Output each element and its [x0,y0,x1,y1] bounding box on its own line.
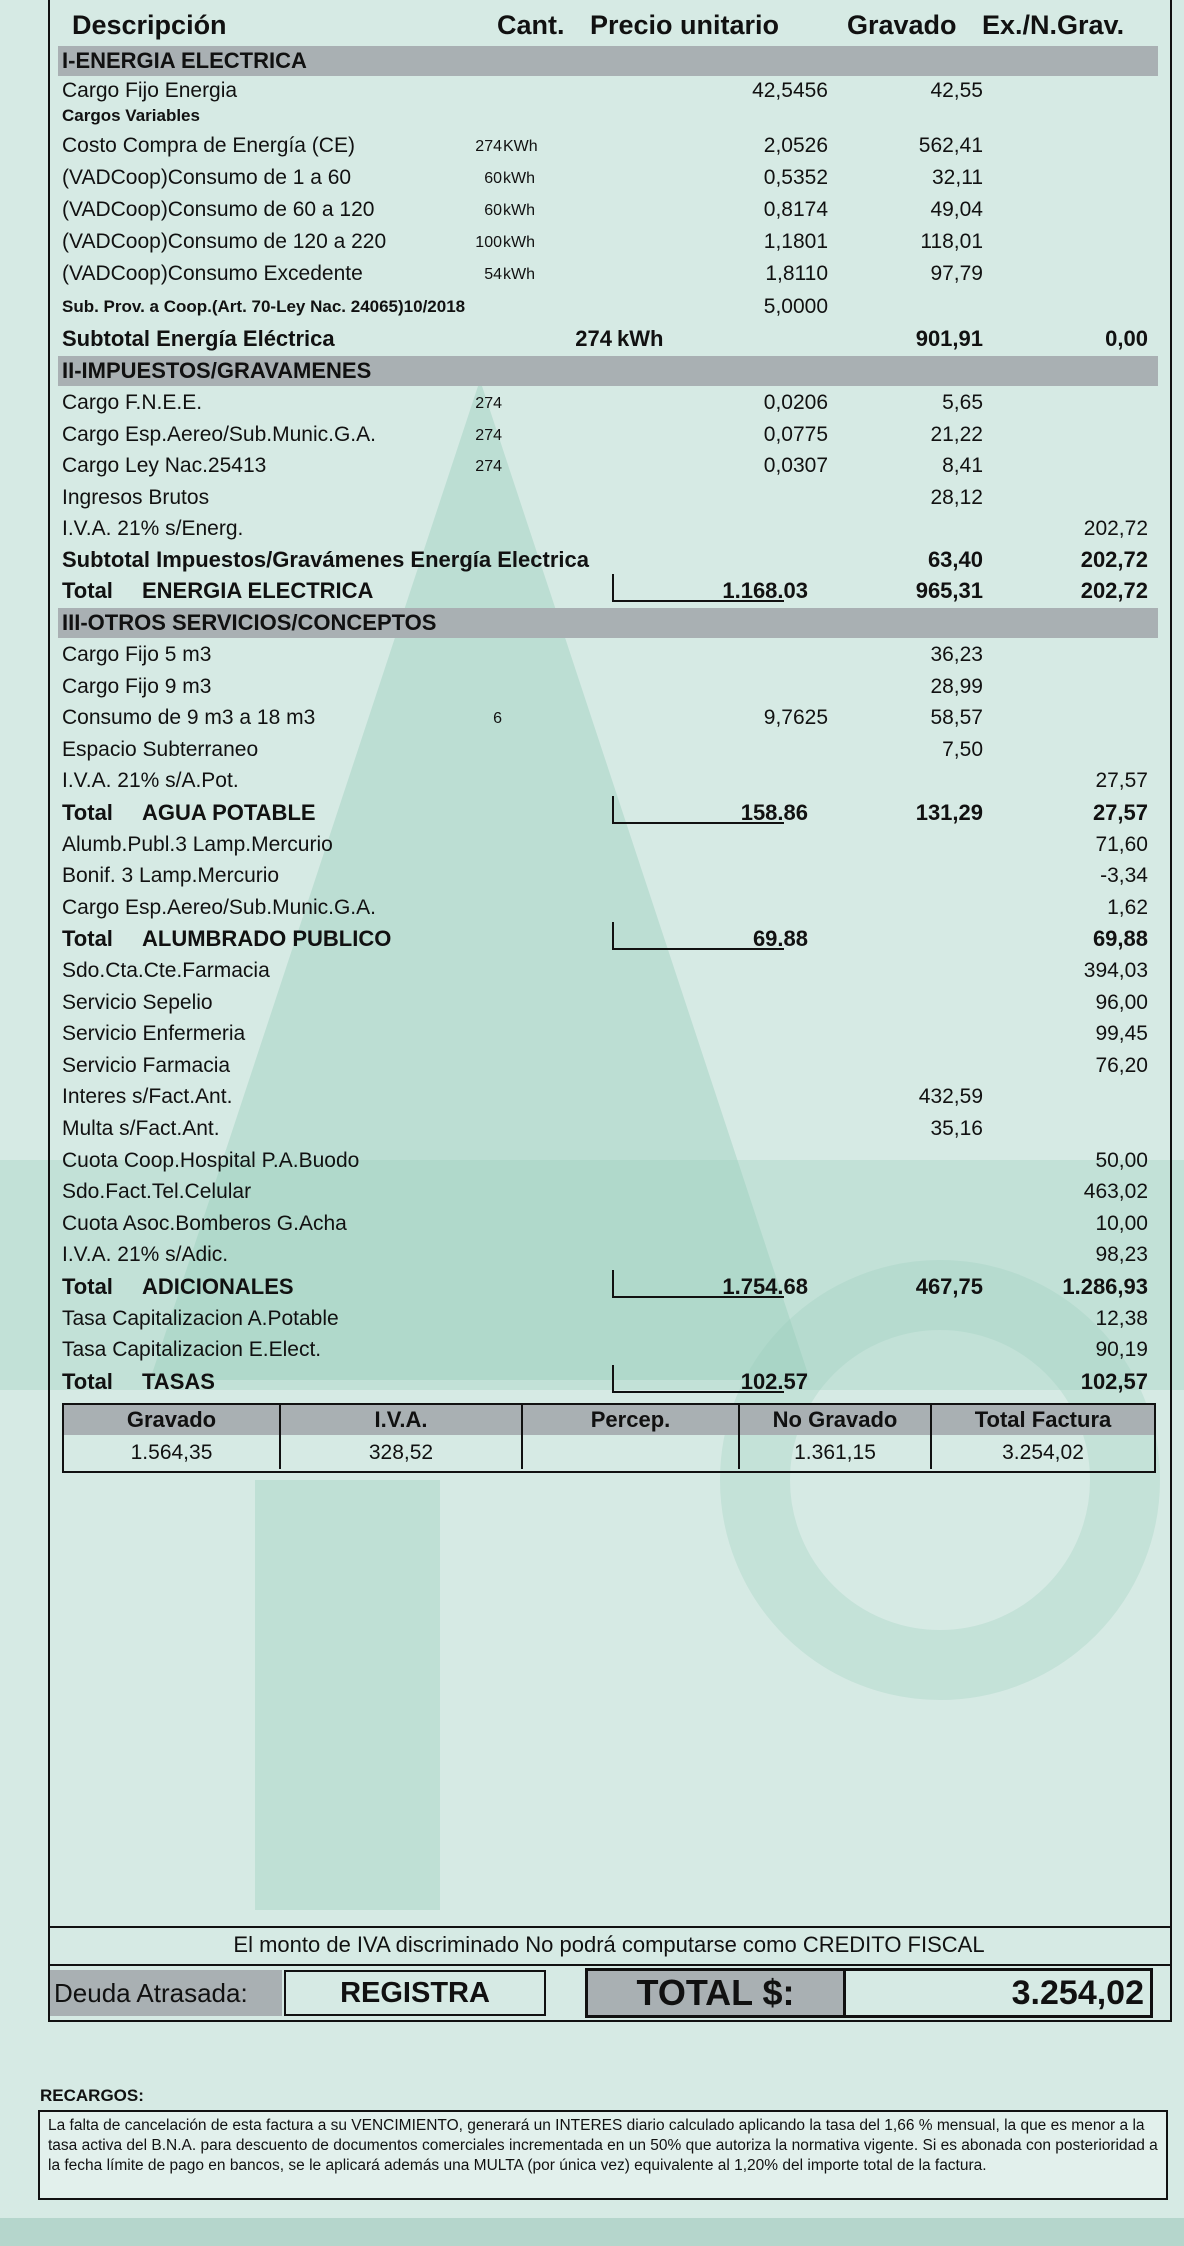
table-row [62,451,1158,481]
total-box [585,1968,1153,2018]
table-row [62,1177,1158,1207]
row-cant: 100 [475,234,502,251]
table-row [62,388,1158,418]
row-unit: 0,8174 [763,198,828,221]
total-amount: 1.754.68 [722,1274,808,1299]
summary-header-cell: Percep. [590,1407,671,1432]
summary-value-cell: 328,52 [368,1441,434,1464]
row-gravado: 97,79 [930,262,983,285]
deuda-label: Deuda Atrasada: [50,1970,282,2016]
row-exng: 202,72 [1080,578,1148,603]
total-label: TOTAL $: [588,1971,846,2015]
summary-values [64,1437,1154,1469]
total-label: Total [62,1274,113,1299]
table-row [62,76,1158,106]
row-exng: 1.286,93 [1062,1274,1148,1299]
summary-header-cell: I.V.A. [374,1407,428,1432]
row-cant: 274 [475,138,502,155]
table-row [62,1240,1158,1270]
row-desc: (VADCoop)Consumo de 120 a 220 [62,230,387,253]
table-row [62,988,1158,1018]
row-desc: Ingresos Brutos [62,485,210,509]
row-cant: 54 [484,266,502,283]
table-row [62,292,1158,322]
total-bracket [612,796,784,824]
table-row [62,1019,1158,1049]
row-desc: Tasa Capitalizacion A.Potable [62,1306,339,1330]
row-gravado: 432,59 [918,1085,983,1109]
table-row [62,163,1158,193]
row-unit-label: kWh [617,326,664,351]
subtotal-impuestos [62,545,1158,575]
row-unit-label: kWh [503,202,535,219]
row-desc: Cargos Variables [62,106,200,125]
row-exng: 12,38 [1095,1306,1148,1330]
row-unit: 2,0526 [763,134,828,157]
row-gravado: 7,50 [942,737,983,761]
row-exng: 202,72 [1083,517,1148,540]
row-desc: I.V.A. 21% s/A.Pot. [62,769,239,793]
row-gravado: 562,41 [918,134,983,157]
table-row [62,703,1158,733]
row-unit: 1,8110 [765,262,828,285]
table-row [62,893,1158,923]
row-desc: Cargo Esp.Aereo/Sub.Munic.G.A. [62,422,376,446]
total-name: ALUMBRADO PUBLICO [142,926,392,952]
table-row [62,1114,1158,1144]
row-unit: 9,7625 [763,706,828,730]
summary-header-cell: Total Factura [974,1407,1112,1432]
total-amount: 158.86 [740,800,808,825]
table-row [62,483,1158,513]
table-row [62,735,1158,765]
table-row [62,640,1158,670]
row-desc: Bonif. 3 Lamp.Mercurio [62,864,280,888]
divider [738,1405,740,1469]
row-gravado: 28,99 [930,674,983,698]
row-desc: Costo Compra de Energía (CE) [62,134,355,157]
row-exng: 27,57 [1095,769,1148,793]
recargos-text: La falta de cancelación de esta factura a su VENCIMIENTO, generará un INTERES diario calculado aplicando la tasa del 1,66 % mensual, la que es menor a la tasa activa del B.N.A. para descuento de documentos comerciales incrementada en un 50% que autoriza la normativa vigente. Si es abonada con posterioridad a la fecha límite de pago en bancos, se le aplicará además una MULTA (por única vez) equivalente al 1,20% del importe total de la factura. [38,2110,1168,2200]
header-gravado: Gravado [847,10,957,40]
row-desc: Cargo F.N.E.E. [62,391,203,414]
row-gravado: 901,91 [915,326,983,351]
row-cant: 6 [493,710,502,728]
row-exng: 90,19 [1095,1338,1148,1362]
row-desc: Subtotal Energía Eléctrica [62,326,335,351]
row-exng: 202,72 [1080,547,1148,572]
row-gravado: 28,12 [930,485,983,509]
row-unit: 42,5456 [752,79,828,102]
row-exng: 10,00 [1095,1211,1148,1235]
header-descripcion: Descripción [72,10,227,40]
table-row [62,195,1158,225]
table-row [62,514,1158,544]
row-unit: 5,0000 [763,295,828,318]
row-desc: Multa s/Fact.Ant. [62,1117,220,1140]
table-row [62,830,1158,860]
row-desc: Alumb.Publ.3 Lamp.Mercurio [62,832,333,856]
row-desc: Servicio Sepelio [62,990,213,1014]
table-row [62,861,1158,891]
row-exng: 102,57 [1080,1368,1148,1394]
row-desc: Cargo Fijo 5 m3 [62,643,212,666]
row-cant: 274 [475,458,502,475]
row-gravado: 118,01 [920,230,983,253]
row-unit: 0,5352 [763,166,828,189]
row-gravado: 35,16 [930,1117,983,1140]
total-bracket [612,922,784,950]
row-desc: Sdo.Cta.Cte.Farmacia [62,959,270,982]
row-desc: Cargo Esp.Aereo/Sub.Munic.G.A. [62,895,376,919]
row-gravado: 49,04 [930,198,983,221]
total-bracket [612,1365,784,1393]
total-bracket [612,574,784,602]
divider [930,1405,932,1469]
table-row [62,1051,1158,1081]
deuda-value: REGISTRA [284,1970,546,2016]
row-cant: 60 [484,202,502,219]
row-exng: 76,20 [1095,1053,1148,1077]
table-row [62,259,1158,289]
row-desc: (VADCoop)Consumo de 1 a 60 [62,166,352,189]
footer-band [0,2218,1184,2246]
summary-value-cell: 1.361,15 [794,1441,876,1464]
table-row [62,1082,1158,1112]
row-cant: 274 [475,426,502,444]
row-exng: 27,57 [1092,800,1148,825]
section-title: I-ENERGIA ELECTRICA [62,48,307,73]
row-desc: Espacio Subterraneo [62,737,259,761]
row-desc: Interes s/Fact.Ant. [62,1085,233,1109]
row-exng: -3,34 [1100,864,1148,888]
row-exng: 0,00 [1105,326,1148,351]
recargos-title: RECARGOS: [40,2086,144,2105]
row-cant: 60 [484,170,502,187]
total-label: Total [62,578,113,603]
row-desc: Sub. Prov. a Coop.(Art. 70-Ley Nac. 24065)10/2018 [62,297,466,316]
total-label: Total [62,1368,113,1394]
summary-value-cell: 3.254,02 [1002,1441,1084,1464]
section-otros [58,608,1158,638]
row-gravado: 5,65 [942,391,983,414]
row-unit-label: kWh [503,266,535,283]
row-gravado: 58,57 [930,706,983,730]
row-unit: 0,0307 [763,454,828,477]
subtotal-energia [62,324,1158,354]
total-name: AGUA POTABLE [142,800,316,825]
row-gravado: 63,40 [927,547,983,572]
table-row [62,131,1158,161]
row-exng: 50,00 [1095,1148,1148,1172]
row-desc: Cargo Fijo Energia [62,79,238,102]
row-gravado: 965,31 [915,578,983,603]
summary-value-cell: 1.564,35 [130,1441,213,1464]
row-exng: 96,00 [1095,990,1148,1014]
row-gravado: 21,22 [930,422,983,446]
total-energia [62,576,1158,606]
row-exng: 99,45 [1095,1022,1148,1046]
iva-note: El monto de IVA discriminado No podrá computarse como CREDITO FISCAL [233,1932,985,1957]
table-row [62,956,1158,986]
total-agua [62,798,1158,828]
divider [521,1405,523,1469]
row-desc: I.V.A. 21% s/Adic. [62,1243,229,1267]
total-adicionales [62,1272,1158,1302]
row-gravado: 42,55 [930,79,983,102]
row-desc: Subtotal Impuestos/Gravámenes Energía Electrica [62,547,589,572]
row-exng: 71,60 [1095,832,1148,856]
total-name: TASAS [142,1368,215,1394]
table-row [62,1209,1158,1239]
divider [48,2020,1170,2022]
row-desc: (VADCoop)Consumo de 60 a 120 [62,198,375,221]
table-row [62,1304,1158,1334]
total-bracket [612,1270,784,1298]
divider [48,1964,1170,1966]
total-value: 3.254,02 [1011,1974,1144,2012]
row-exng: 69,88 [1092,926,1148,952]
divider [279,1405,281,1469]
row-gravado: 131,29 [915,800,983,825]
row-desc: Servicio Enfermeria [62,1022,246,1046]
header-exng: Ex./N.Grav. [982,10,1125,40]
row-unit: 1,1801 [763,230,828,253]
total-tasas [62,1367,1158,1397]
row-exng: 98,23 [1095,1243,1148,1267]
table-row [62,766,1158,796]
summary-header [64,1405,1154,1435]
row-unit-label: kWh [503,170,535,187]
total-label: Total [62,800,113,825]
row-desc: Servicio Farmacia [62,1053,231,1077]
section-title: II-IMPUESTOS/GRAVAMENES [62,358,372,383]
section-energia [58,46,1158,76]
summary-header-cell: No Gravado [772,1407,898,1432]
table-row [62,420,1158,450]
total-amount: 69.88 [752,926,808,952]
column-header [72,8,1158,42]
summary-table [62,1403,1156,1473]
row-gravado: 32,11 [932,166,983,189]
total-label: Total [62,926,113,952]
row-cant: 274 [575,326,612,351]
header-precio: Precio unitario [590,10,780,40]
table-row [62,672,1158,702]
row-unit: 0,0206 [763,391,828,414]
section-title: III-OTROS SERVICIOS/CONCEPTOS [62,610,437,635]
total-name: ENERGIA ELECTRICA [142,578,374,603]
cargos-variables-label [62,104,1158,128]
row-exng: 1,62 [1107,895,1148,919]
table-row [62,227,1158,257]
row-desc: Cuota Asoc.Bomberos G.Acha [62,1211,347,1235]
row-desc: Cargo Ley Nac.25413 [62,454,267,477]
row-desc: Consumo de 9 m3 a 18 m3 [62,706,316,730]
row-exng: 463,02 [1083,1180,1148,1204]
row-desc: Cargo Fijo 9 m3 [62,674,212,698]
total-name: ADICIONALES [142,1274,294,1299]
table-row [62,1146,1158,1176]
row-gravado: 36,23 [930,643,983,666]
summary-header-cell: Gravado [126,1407,217,1432]
row-unit-label: KWh [503,138,538,155]
row-desc: I.V.A. 21% s/Energ. [62,517,244,540]
row-desc: Tasa Capitalizacion E.Elect. [62,1338,322,1362]
section-impuestos [58,356,1158,386]
table-row [62,1335,1158,1365]
row-desc: Cuota Coop.Hospital P.A.Buodo [62,1148,360,1172]
total-amount: 1.168.03 [722,578,808,603]
row-desc: Sdo.Fact.Tel.Celular [62,1180,252,1204]
row-gravado: 467,75 [915,1274,983,1299]
header-cant: Cant. [497,10,565,40]
row-exng: 394,03 [1083,959,1148,982]
row-desc: (VADCoop)Consumo Excedente [62,262,363,285]
total-alumbrado [62,924,1158,954]
row-cant: 274 [475,395,502,412]
row-gravado: 8,41 [942,454,983,477]
row-unit-label: kWh [503,234,535,251]
row-unit: 0,0775 [763,422,828,446]
total-amount: 102.57 [740,1368,808,1394]
